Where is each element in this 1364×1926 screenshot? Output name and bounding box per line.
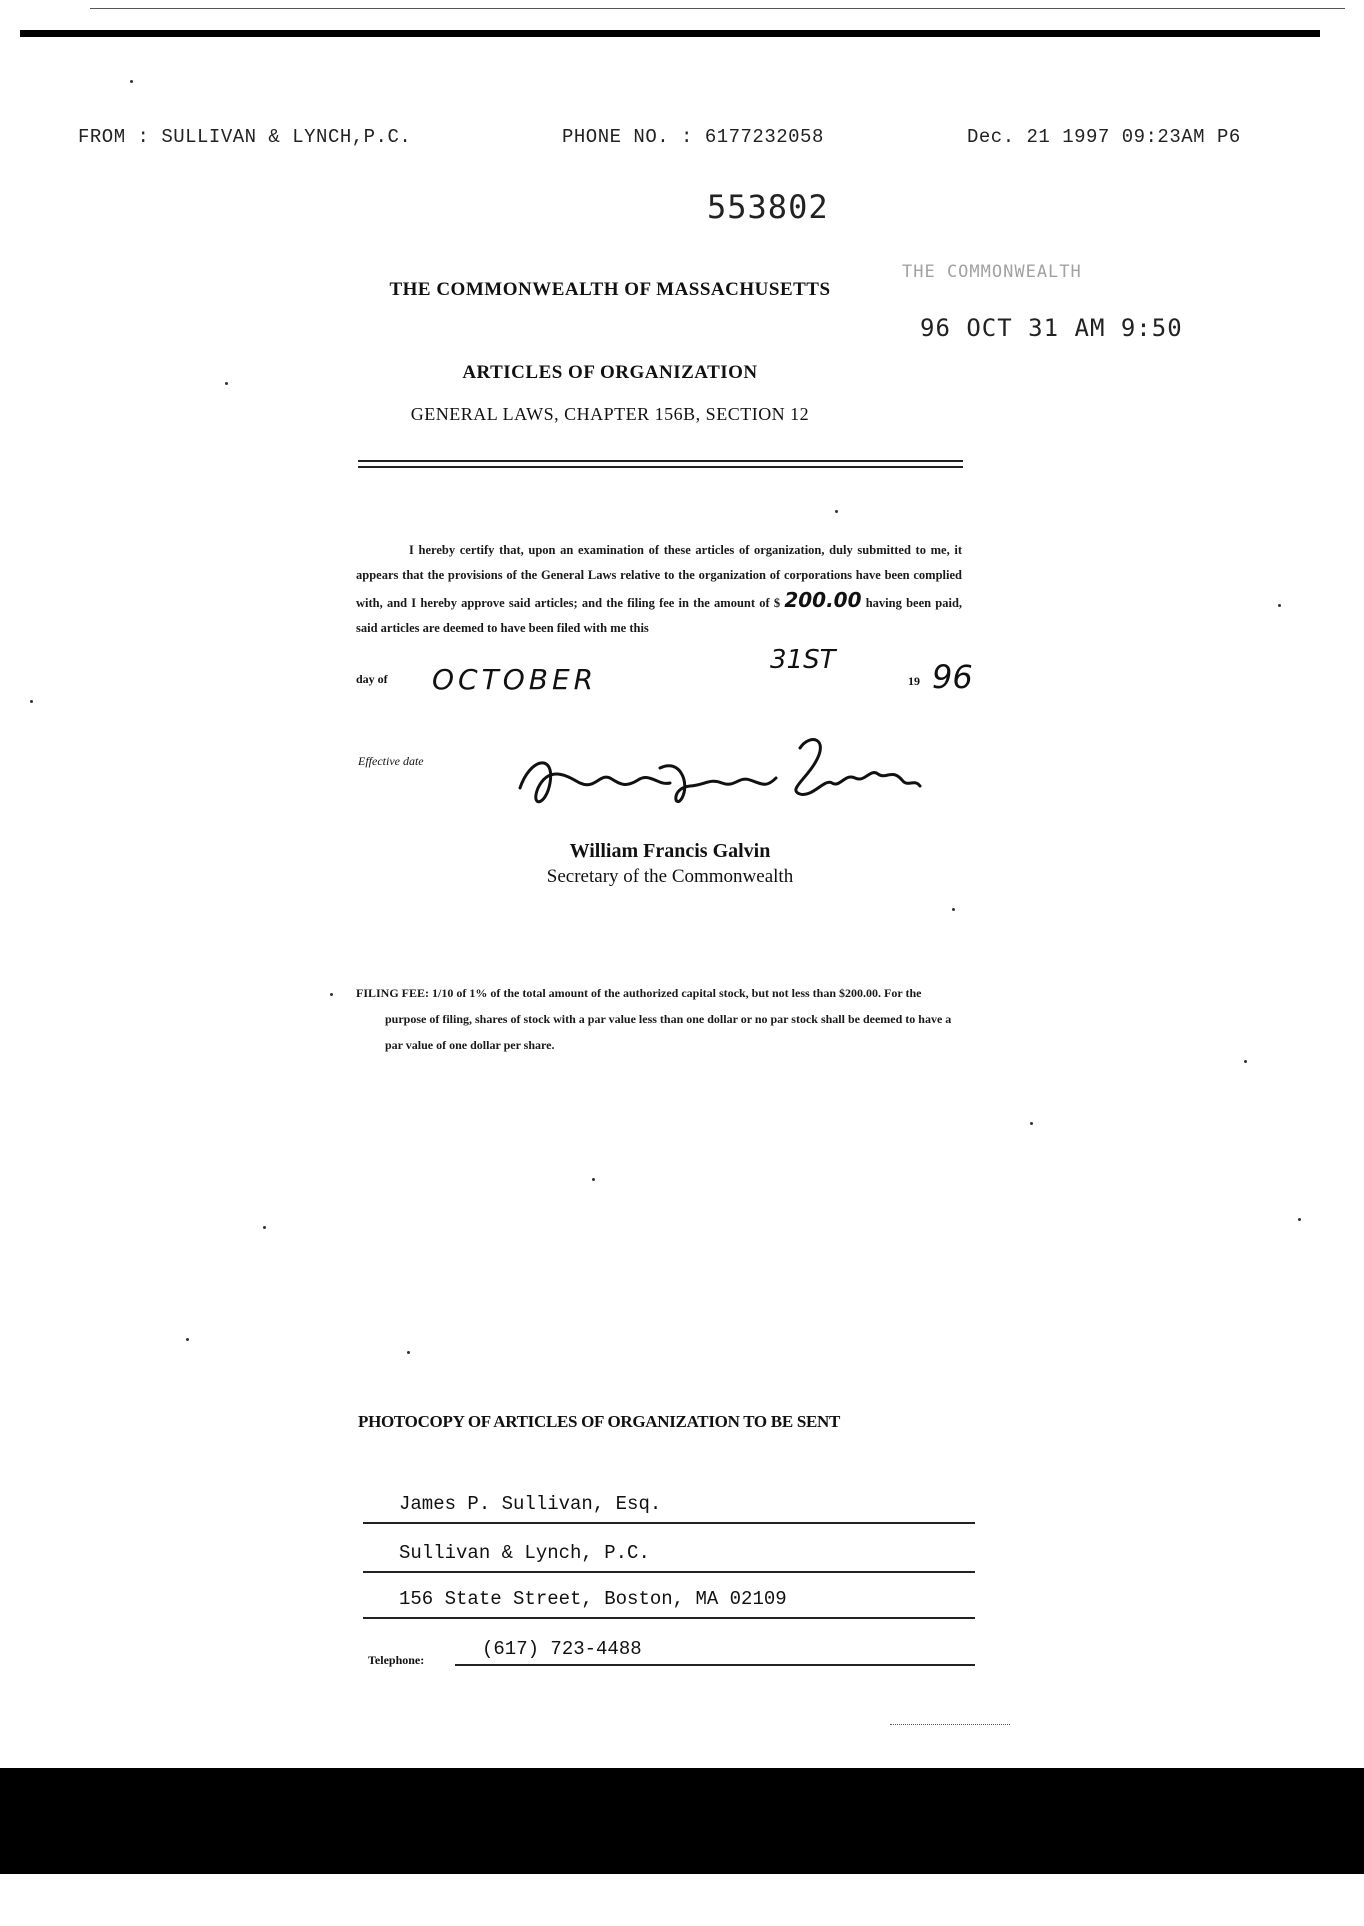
scan-speck	[1244, 1060, 1247, 1063]
divider-rule-upper	[358, 460, 963, 462]
telephone-label: Telephone:	[368, 1653, 425, 1667]
bottom-black-bar	[0, 1768, 1364, 1874]
filing-fee-text: 1/10 of 1% of the total amount of the authorized capital stock, but not less than $200.00. For the purpose of filing, shares of stock with a par value less than one dollar or no par stock shall be deemed to have a par value of one dollar per share.	[385, 986, 952, 1052]
fax-from: FROM : SULLIVAN & LYNCH,P.C.	[78, 126, 412, 148]
scan-speck	[407, 1351, 410, 1354]
certification-text-2: having been paid, said articles are deemed to have been filed with me this	[356, 596, 963, 635]
scan-speck	[1030, 1122, 1033, 1125]
recipient-address-line: 156 State Street, Boston, MA 02109	[363, 1579, 975, 1619]
fee-amount-handwritten: 200.00	[784, 588, 862, 612]
scan-speck	[263, 1226, 266, 1229]
scan-speck	[225, 382, 228, 385]
effective-date-label: Effective date	[358, 754, 424, 768]
recipient-name-line: James P. Sullivan, Esq.	[363, 1484, 975, 1524]
scan-speck	[952, 908, 955, 911]
filing-stamp-time: 96 OCT 31 AM 9:50	[920, 314, 1183, 342]
filing-month-handwritten: OCTOBER	[432, 663, 598, 696]
scan-speck	[30, 700, 33, 703]
top-thin-rule	[90, 8, 1345, 9]
scan-speck	[835, 510, 838, 513]
fax-phone: PHONE NO. : 6177232058	[562, 126, 824, 148]
fax-date: Dec. 21 1997 09:23AM P6	[967, 126, 1241, 148]
top-black-bar	[20, 30, 1320, 37]
photocopy-heading: PHOTOCOPY OF ARTICLES OF ORGANIZATION TO BE SENT	[358, 1412, 841, 1431]
scan-speck	[592, 1178, 595, 1181]
scan-speck	[1298, 1218, 1301, 1221]
filing-fee-label: FILING FEE:	[356, 986, 430, 1000]
secretary-signature	[510, 728, 930, 818]
document-number: 553802	[707, 188, 829, 226]
secretary-title: Secretary of the Commonwealth	[546, 866, 794, 887]
year-handwritten: 96	[932, 658, 973, 696]
day-of-label: day of	[356, 672, 388, 686]
state-heading: THE COMMONWEALTH OF MASSACHUSETTS	[389, 279, 831, 300]
scan-speck	[130, 80, 133, 83]
scan-speck	[1278, 604, 1281, 607]
filing-day-handwritten: 31ST	[770, 645, 836, 675]
dotted-mark	[890, 1724, 1010, 1725]
telephone-line: (617) 723-4488	[455, 1632, 975, 1666]
certification-text: I hereby certify that, upon an examination of these articles of organization, duly submitted to me, it appears that the provisions of the General Laws relative to the organization of corporations have been complied with, and I hereby approve said articles; and the filing fee in the amount of $	[356, 543, 962, 610]
filing-stamp-top: THE COMMONWEALTH	[902, 262, 1082, 282]
divider-rule-lower	[358, 466, 963, 468]
document-heading: ARTICLES OF ORGANIZATION	[462, 362, 758, 383]
filing-fee-note	[356, 980, 964, 1058]
scan-speck	[186, 1338, 189, 1341]
law-heading: GENERAL LAWS, CHAPTER 156B, SECTION 12	[410, 404, 810, 424]
secretary-name: William Francis Galvin	[569, 840, 771, 862]
scan-speck	[330, 993, 333, 996]
recipient-firm-line: Sullivan & Lynch, P.C.	[363, 1533, 975, 1573]
year-prefix: 19	[908, 674, 920, 688]
certification-paragraph	[356, 538, 962, 641]
